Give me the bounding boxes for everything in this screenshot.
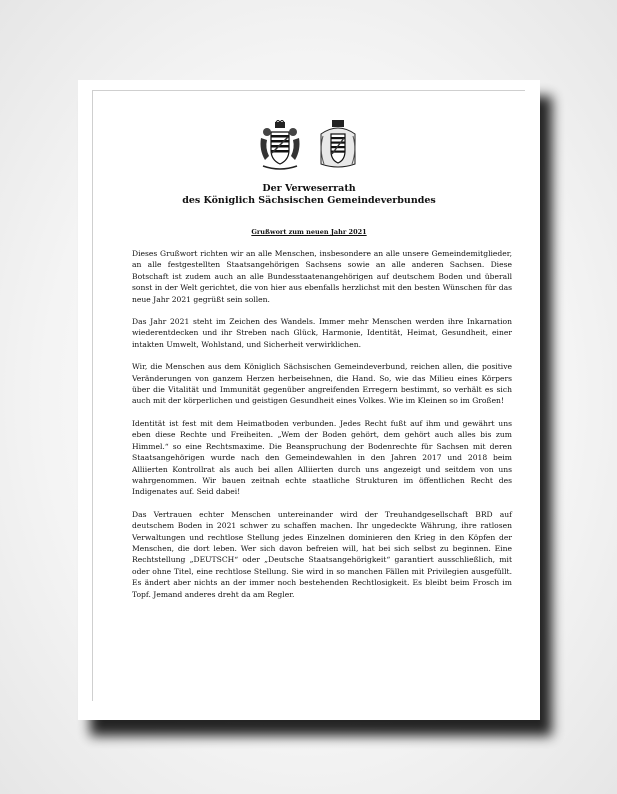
document-title — [78, 183, 540, 207]
letter-page — [78, 80, 540, 720]
paragraph-3: Wir, die Menschen aus dem Königlich Sächsischen Gemeindeverbund, reichen allen, die positive Veränderungen von ganzem Herzen herbeisehnen, die Hand. So, wie das Milieu eines Körpers über die Vitalität und Immunität gegenüber angreifenden Erregern bestimmt, so verhält es sich auch mit der körperlichen und geistigen Gesundheit eines Volkes. Wie im Kleinen so im Großen! — [132, 362, 512, 406]
title-line-2: des Königlich Sächsischen Gemeindeverbundes — [182, 195, 436, 206]
coat-of-arms-row — [78, 120, 540, 172]
paragraph-4: Identität ist fest mit dem Heimatboden verbunden. Jedes Recht fußt auf ihm und gewährt uns eben diese Rechte und Freiheiten. „Wem der Boden gehört, dem gehört auch alles bis zum Himmel.“ so eine Rechtsmaxime. Die Beanspruchung der Bodenrechte für Sachsen mit deren Staatsangehörigen wurde nach den Gemeindewahlen in den Jahren 2017 und 2018 beim Alliierten Kontrollrat als auch bei allen Alliierten durch uns angezeigt und seitdem von uns wahrgenommen. Wir bauen zeitnah echte staatliche Strukturen im öffentlichen Recht des Indigenates auf. Seid dabei! — [132, 418, 512, 497]
greeting-heading: Grußwort zum neuen Jahr 2021 — [251, 228, 367, 236]
paragraph-5: Das Vertrauen echter Menschen untereinander wird der Treuhandgesellschaft BRD auf deutschem Boden in 2021 schwer zu schaffen machen. Ihr ungedeckte Währung, ihre ratlosen Verwaltungen und rechtlose Stellung jedes Einzelnen dominieren den Krieg in den Köpfen der Menschen, die dort leben. Wer sich davon befreien will, hat bei sich selbst zu beginnen. Eine Rechtstellung „DEUTSCH“ oder „Deutsche Staatsangehörigkeit“ garantiert ausschließlich, mit oder ohne Titel, eine rechtlose Stellung. Sie wird in so manchen Fällen mit Privilegien ausgefüllt. Es ändert aber nichts an der immer noch bestehenden Rechtlosigkeit. Es bleibt beim Frosch im Topf. Jemand anderes dreht da am Regler. — [132, 509, 512, 599]
title-line-1: Der Verweserrath — [262, 183, 356, 194]
crest-right-icon — [315, 120, 361, 172]
crest-left-icon — [257, 120, 303, 172]
paragraph-2: Das Jahr 2021 steht im Zeichen des Wandels. Immer mehr Menschen werden ihre Inkarnation wiederentdecken und ihr Streben nach Glück, Harmonie, Identität, Heimat, Gesundheit, einer intakten Umwelt, Wohlstand, und Sicherheit verwirklichen. — [132, 317, 512, 349]
letter-body — [132, 248, 512, 611]
paragraph-1: Dieses Grußwort richten wir an alle Menschen, insbesondere an alle unsere Gemeindemitglieder, an alle festgestellten Staatsangehörigen Sachsens sowie an alle anderen Sachsen. Diese Botschaft ist zudem auch an alle Bundesstaatenangehörigen auf deutschem Boden und überall sonst in der Welt gerichtet, die von hier aus ebenfalls herzlichst mit den besten Wünschen für das neue Jahr 2021 gegrüßt sein sollen. — [132, 249, 512, 304]
